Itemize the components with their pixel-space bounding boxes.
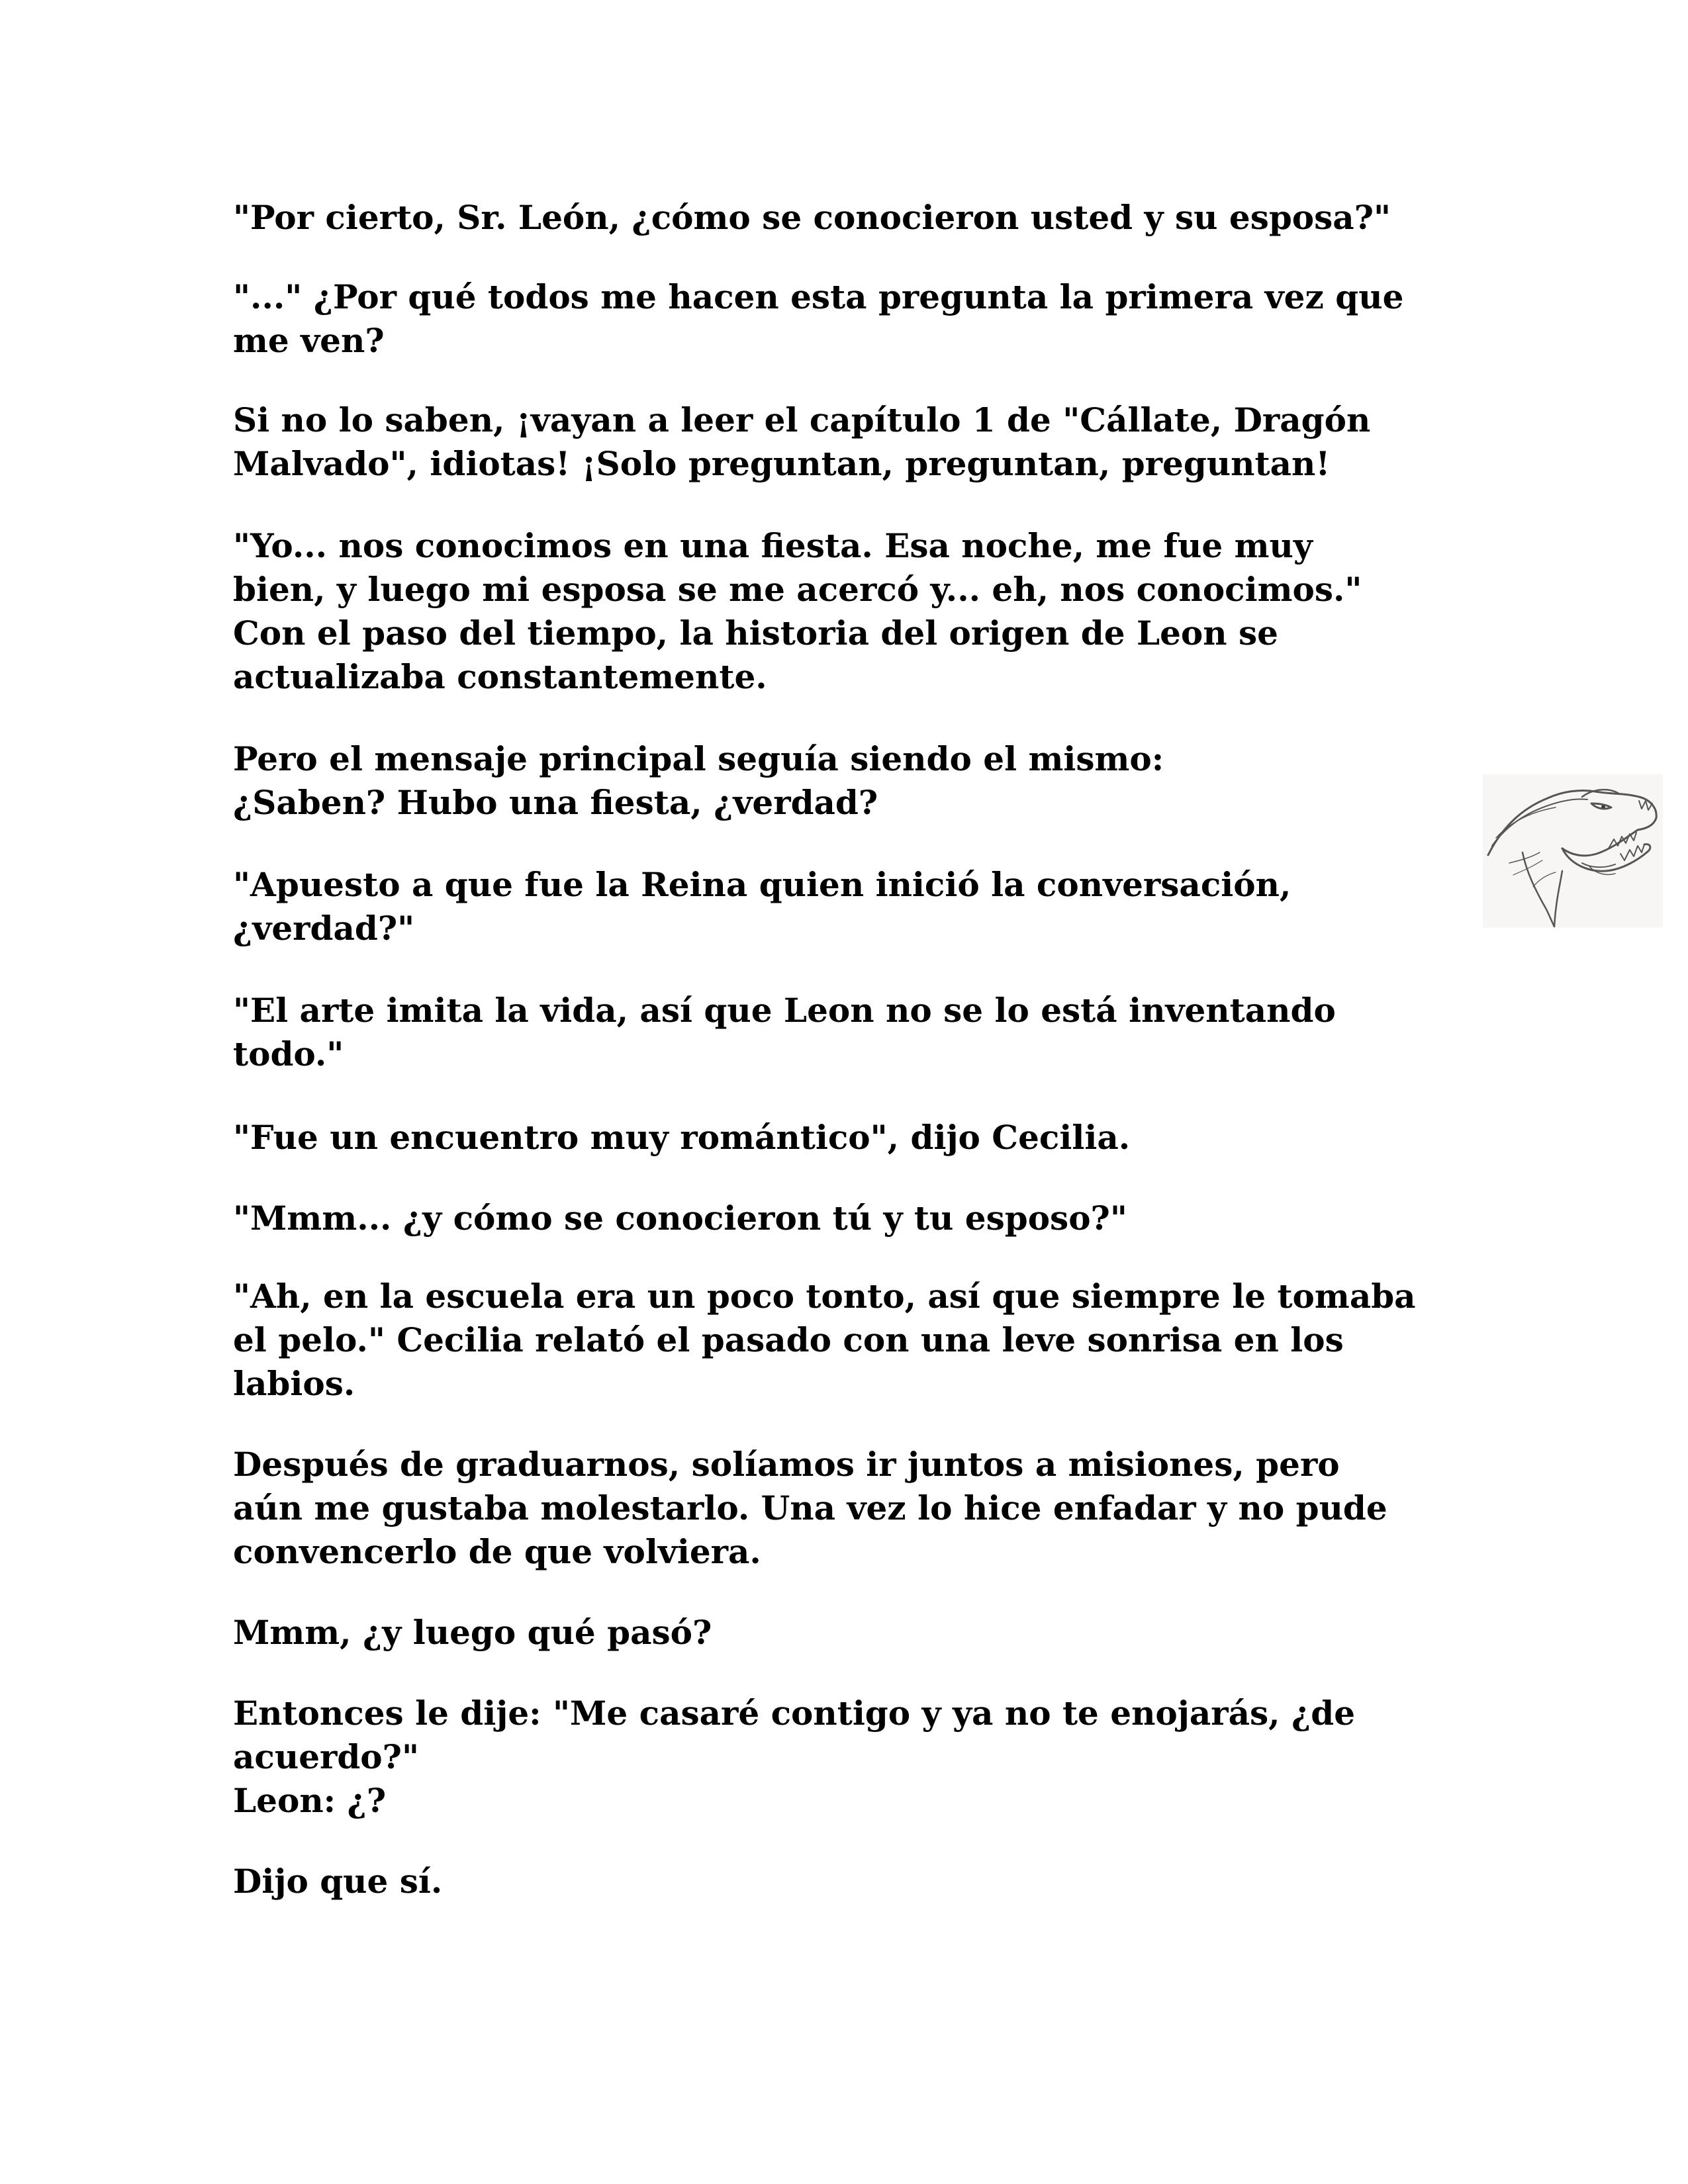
paragraph-2: "..." ¿Por qué todos me hacen esta pregunta la primera vez que me ven? bbox=[233, 277, 1404, 360]
paragraph-10: "Ah, en la escuela era un poco tonto, así que siempre le tomaba el pelo." Cecilia relató el pasado con una leve sonrisa en los labios. bbox=[233, 1277, 1416, 1403]
paragraph-7: "El arte imita la vida, así que Leon no se lo está inventando todo." bbox=[233, 991, 1336, 1073]
paragraph-14: Dijo que sí. bbox=[233, 1862, 443, 1901]
paragraph-11: Después de graduarnos, solíamos ir juntos a misiones, pero aún me gustaba molestarlo. Una vez lo hice enfadar y no pude convencerlo de que volviera. bbox=[233, 1445, 1387, 1571]
paragraph-12: Mmm, ¿y luego qué pasó? bbox=[233, 1613, 712, 1652]
paragraph-4: "Yo... nos conocimos en una fiesta. Esa noche, me fue muy bien, y luego mi esposa se me acercó y... eh, nos conocimos." Con el paso del tiempo, la historia del origen de Leon se actualizaba constantemente. bbox=[233, 526, 1362, 696]
paragraph-13: Entonces le dije: "Me casaré contigo y ya no te enojarás, ¿de acuerdo?" Leon: ¿? bbox=[233, 1694, 1356, 1820]
paragraph-6: "Apuesto a que fue la Reina quien inició la conversación, ¿verdad?" bbox=[233, 865, 1291, 948]
paragraph-8: "Fue un encuentro muy romántico", dijo Cecilia. bbox=[233, 1118, 1131, 1157]
paragraph-5: Pero el mensaje principal seguía siendo el mismo: ¿Saben? Hubo una fiesta, ¿verdad? bbox=[233, 739, 1164, 822]
paragraph-9: "Mmm... ¿y cómo se conocieron tú y tu esposo?" bbox=[233, 1199, 1127, 1238]
paragraph-3: Si no lo saben, ¡vayan a leer el capítulo 1 de "Cállate, Dragón Malvado", idiotas! ¡Solo preguntan, preguntan, preguntan! bbox=[233, 400, 1371, 483]
dragon-head-sketch-icon bbox=[1483, 774, 1663, 928]
paragraph-1: "Por cierto, Sr. León, ¿cómo se conocieron usted y su esposa?" bbox=[233, 198, 1391, 237]
